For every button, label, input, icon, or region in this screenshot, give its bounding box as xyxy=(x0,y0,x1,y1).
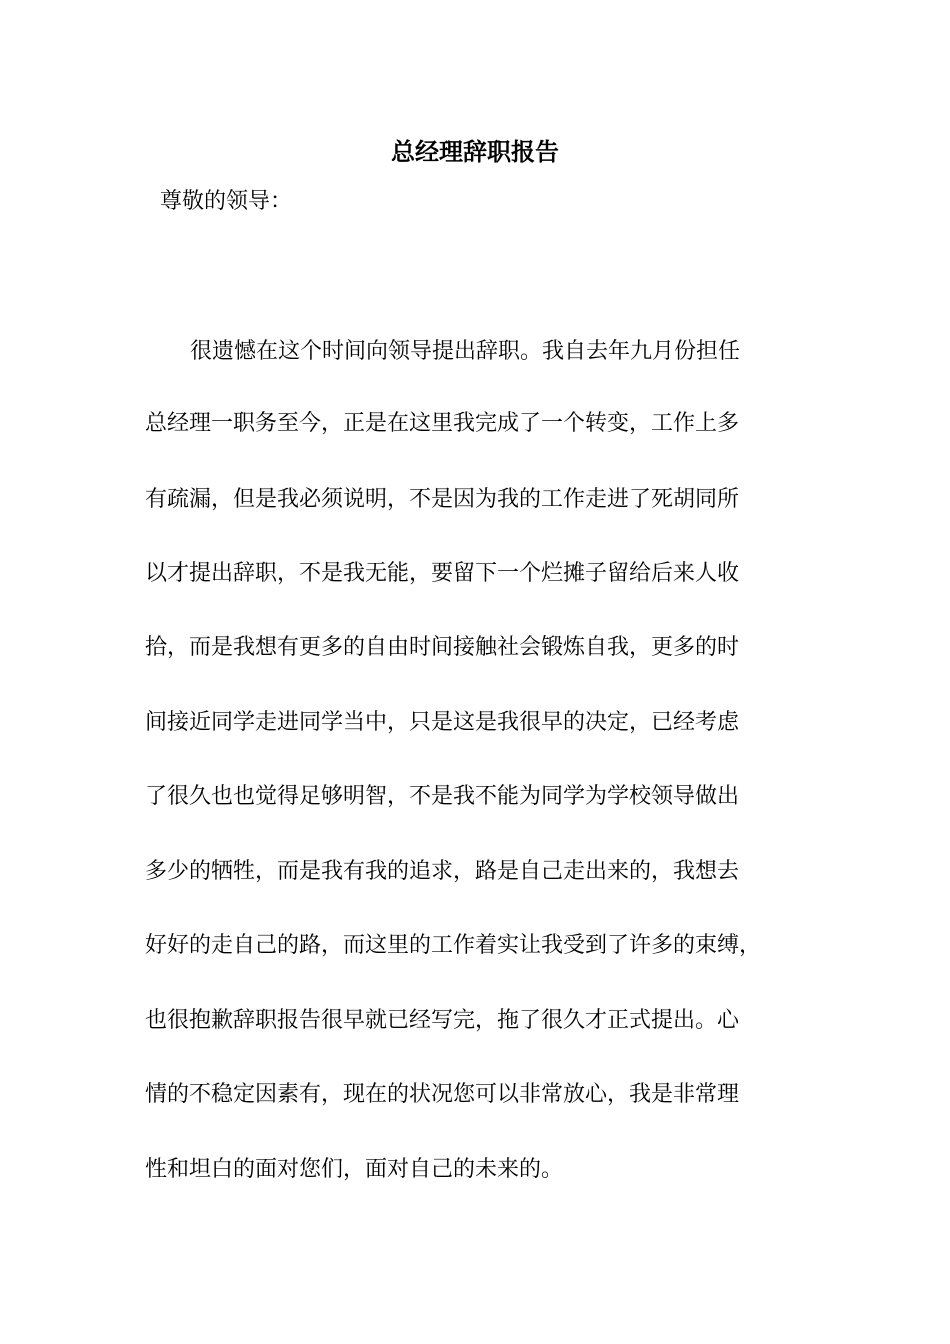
paragraph-line: 很遗憾在这个时间向领导提出辞职。我自去年九月份担任 xyxy=(190,339,741,364)
paragraph-line: 好好的走自己的路，而这里的工作着实让我受到了许多的束缚， xyxy=(145,933,762,958)
paragraph-line: 以才提出辞职，不是我无能，要留下一个烂摊子留给后来人收 xyxy=(145,561,740,586)
paragraph-line: 多少的牺牲，而是我有我的追求，路是自己走出来的，我想去 xyxy=(145,859,740,884)
paragraph-line: 总经理一职务至今，正是在这里我完成了一个转变，工作上多 xyxy=(145,411,740,436)
paragraph-line: 也很抱歉辞职报告很早就已经写完，拖了很久才正式提出。心 xyxy=(145,1008,740,1033)
paragraph-line: 拾，而是我想有更多的自由时间接触社会锻炼自我，更多的时 xyxy=(145,635,740,660)
paragraph-line: 性和坦白的面对您们，面对自己的未来的。 xyxy=(145,1157,564,1182)
salutation: 尊敬的领导： xyxy=(160,189,293,214)
paragraph-line: 有疏漏，但是我必须说明，不是因为我的工作走进了死胡同所 xyxy=(145,487,740,512)
paragraph-line: 间接近同学走进同学当中，只是这是我很早的决定，已经考虑 xyxy=(145,710,740,735)
paragraph-line: 了很久也也觉得足够明智，不是我不能为同学为学校领导做出 xyxy=(145,784,740,809)
paragraph-line: 情的不稳定因素有，现在的状况您可以非常放心，我是非常理 xyxy=(145,1082,740,1107)
document-title: 总经理辞职报告 xyxy=(391,137,559,166)
